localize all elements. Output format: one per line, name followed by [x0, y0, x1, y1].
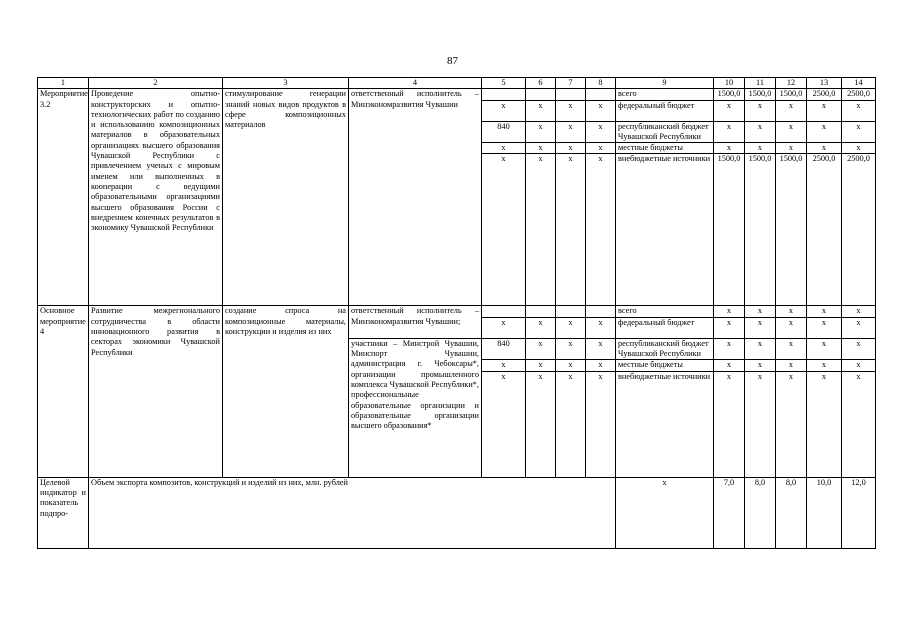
cell: x: [842, 317, 876, 338]
cell: 2500,0: [842, 154, 876, 306]
cell: 840: [482, 121, 526, 143]
cell: 2500,0: [807, 154, 842, 306]
indicator-description: Объем экспорта композитов, конструкций и изделий из них, млн. рублей: [89, 477, 616, 548]
header-cell: 7: [556, 78, 586, 89]
header-cell: 12: [776, 78, 807, 89]
cell: x: [807, 317, 842, 338]
cell: x: [745, 371, 776, 477]
cell: x: [842, 143, 876, 154]
table-row: [38, 306, 876, 317]
cell: x: [745, 338, 776, 360]
header-cell: 8: [586, 78, 616, 89]
indicator-row: [38, 477, 876, 548]
funding-source: республиканский бюджет Чувашской Республики: [616, 121, 714, 143]
funding-source: федеральный бюджет: [616, 100, 714, 121]
cell: x: [745, 121, 776, 143]
cell: x: [482, 371, 526, 477]
cell: x: [556, 360, 586, 371]
cell: x: [526, 154, 556, 306]
funding-source: местные бюджеты: [616, 360, 714, 371]
cell: x: [807, 100, 842, 121]
header-cell: 9: [616, 78, 714, 89]
cell: x: [745, 317, 776, 338]
cell: x: [556, 100, 586, 121]
cell: x: [745, 143, 776, 154]
header-cell: 4: [349, 78, 482, 89]
cell: x: [745, 360, 776, 371]
cell: x: [586, 360, 616, 371]
cell: x: [807, 371, 842, 477]
cell: 7,0: [714, 477, 745, 548]
cell: 8,0: [776, 477, 807, 548]
cell: [482, 89, 526, 100]
measure-name: Основное мероприятие 4: [38, 306, 89, 477]
header-cell: 3: [223, 78, 349, 89]
header-cell: 5: [482, 78, 526, 89]
header-cell: 1: [38, 78, 89, 89]
cell: x: [842, 360, 876, 371]
cell: x: [714, 317, 745, 338]
cell: x: [586, 317, 616, 338]
funding-source: внебюджетные источники: [616, 154, 714, 306]
cell: x: [556, 121, 586, 143]
cell: x: [526, 371, 556, 477]
cell: x: [586, 143, 616, 154]
cell: x: [745, 306, 776, 317]
header-cell: 6: [526, 78, 556, 89]
cell: x: [482, 100, 526, 121]
measure-goal: создание спроса на композиционные материалы, конструкции и изделия из них: [223, 306, 349, 477]
cell: x: [482, 317, 526, 338]
cell: x: [526, 143, 556, 154]
cell: x: [714, 100, 745, 121]
cell: x: [586, 371, 616, 477]
cell: x: [745, 100, 776, 121]
header-row: [38, 78, 876, 89]
cell: [526, 89, 556, 100]
cell: 840: [482, 338, 526, 360]
cell: x: [807, 306, 842, 317]
cell: 12,0: [842, 477, 876, 548]
cell: x: [807, 121, 842, 143]
cell: x: [776, 338, 807, 360]
cell: [586, 306, 616, 317]
header-cell: 2: [89, 78, 223, 89]
cell: x: [842, 100, 876, 121]
cell: x: [714, 360, 745, 371]
funding-source: всего: [616, 306, 714, 317]
cell: 1500,0: [714, 154, 745, 306]
funding-source: местные бюджеты: [616, 143, 714, 154]
cell: 1500,0: [714, 89, 745, 100]
cell: x: [776, 317, 807, 338]
page-number: 87: [447, 55, 458, 67]
header-cell: 10: [714, 78, 745, 89]
cell: x: [526, 360, 556, 371]
cell: x: [776, 121, 807, 143]
cell: x: [714, 121, 745, 143]
cell: x: [842, 371, 876, 477]
cell: x: [526, 338, 556, 360]
cell: 10,0: [807, 477, 842, 548]
funding-source: федеральный бюджет: [616, 317, 714, 338]
cell: 1500,0: [745, 154, 776, 306]
cell: x: [482, 154, 526, 306]
cell: x: [842, 121, 876, 143]
cell: x: [714, 338, 745, 360]
cell: x: [526, 100, 556, 121]
cell: x: [482, 143, 526, 154]
table-row: [38, 89, 876, 100]
cell: x: [776, 371, 807, 477]
header-cell: 13: [807, 78, 842, 89]
cell: x: [556, 371, 586, 477]
cell: [556, 306, 586, 317]
cell: x: [807, 143, 842, 154]
cell: [586, 89, 616, 100]
cell: [526, 306, 556, 317]
measure-executor: ответственный исполнитель – Минэкономразвития Чувашии;: [349, 306, 482, 338]
cell: x: [482, 360, 526, 371]
indicator-name: Целевой индикатор и показатель подпро-: [38, 477, 89, 548]
program-table: [37, 77, 876, 549]
cell: x: [842, 306, 876, 317]
measure-description: Развитие межрегионального сотрудничества в области инновационного развития в секторах экономики Чувашской Республики: [89, 306, 223, 477]
cell: x: [556, 154, 586, 306]
cell: x: [526, 121, 556, 143]
measure-name: Мероприятие 3.2: [38, 89, 89, 306]
cell: x: [807, 338, 842, 360]
cell: x: [586, 338, 616, 360]
cell: x: [616, 477, 714, 548]
measure-executor: ответственный исполнитель – Минэкономразвития Чувашии: [349, 89, 482, 306]
cell: x: [714, 306, 745, 317]
header-cell: 11: [745, 78, 776, 89]
measure-participants: участники – Минстрой Чувашии, Минспорт Чувашии, администрация г. Чебоксары*, организации промышленного комплекса Чувашской Республики*, профессиональные образовательные организации и образовательные организации высшего образования*: [349, 338, 482, 477]
cell: 1500,0: [776, 154, 807, 306]
cell: 2500,0: [807, 89, 842, 100]
cell: x: [556, 317, 586, 338]
cell: x: [586, 121, 616, 143]
cell: x: [776, 143, 807, 154]
funding-source: республиканский бюджет Чувашской Республики: [616, 338, 714, 360]
funding-source: внебюджетные источники: [616, 371, 714, 477]
funding-source: всего: [616, 89, 714, 100]
cell: x: [776, 306, 807, 317]
cell: x: [714, 143, 745, 154]
cell: x: [776, 100, 807, 121]
cell: x: [842, 338, 876, 360]
cell: 1500,0: [745, 89, 776, 100]
header-cell: 14: [842, 78, 876, 89]
cell: x: [526, 317, 556, 338]
cell: x: [586, 154, 616, 306]
cell: x: [586, 100, 616, 121]
measure-description: Проведение опытно-конструкторских и опытно-технологических работ по созданию и использованию композиционных материалов в образовательных организациях высшего образования Чувашской Республики с привлечением ученых с мировым именем или выполненных в кооперации с ведущими образовательными организациями высшего образования России с внедрением конечных результатов в экономику Чувашской Республики: [89, 89, 223, 306]
cell: x: [714, 371, 745, 477]
cell: [482, 306, 526, 317]
cell: 1500,0: [776, 89, 807, 100]
cell: 2500,0: [842, 89, 876, 100]
cell: x: [776, 360, 807, 371]
cell: x: [556, 338, 586, 360]
cell: 8,0: [745, 477, 776, 548]
measure-goal: стимулирование генерации знаний новых видов продуктов в сфере композиционных материалов: [223, 89, 349, 306]
cell: x: [556, 143, 586, 154]
cell: [556, 89, 586, 100]
cell: x: [807, 360, 842, 371]
